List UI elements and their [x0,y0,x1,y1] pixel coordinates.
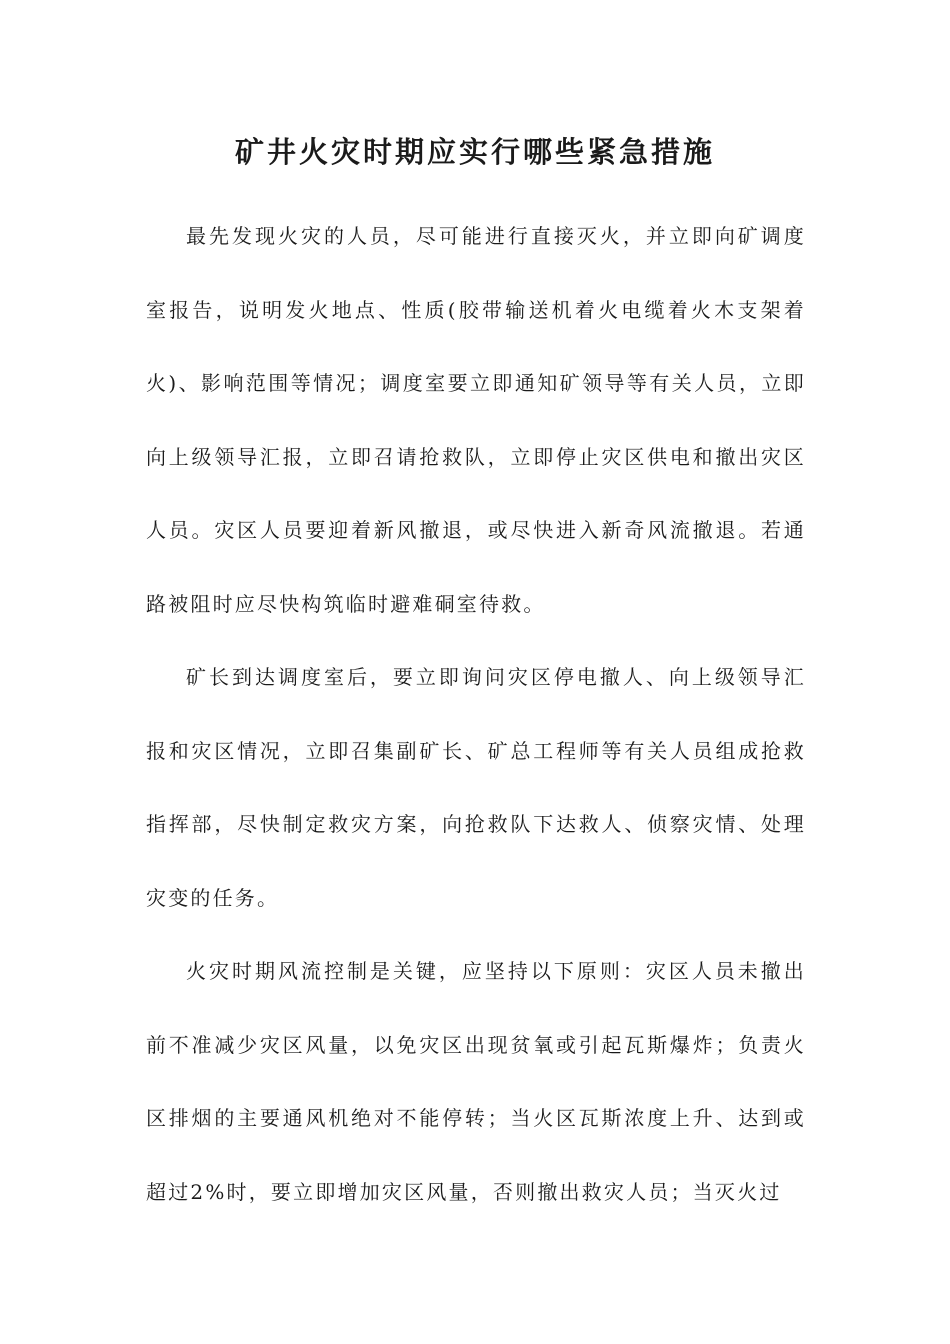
paragraph-fire-discovery: 最先发现火灾的人员，尽可能进行直接灭火，并立即向矿调度室报告，说明发火地点、性质(胶带输送机着火电缆着火木支架着火)、影响范围等情况；调度室要立即通知矿领导等有关人员，立即向上级领导汇报，立即召请抢救队，立即停止灾区供电和撤出灾区人员。灾区人员要迎着新风撤退，或尽快进入新奇风流撤退。若通路被阻时应尽快构筑临时避难硐室待救。 [146,224,806,616]
paragraph-mine-manager: 矿长到达调度室后，要立即询问灾区停电撤人、向上级领导汇报和灾区情况，立即召集副矿长、矿总工程师等有关人员组成抢救指挥部，尽快制定救灾方案，向抢救队下达救人、侦察灾情、处理灾变的任务。 [146,665,806,910]
document-title: 矿井火灾时期应实行哪些紧急措施 [234,135,715,169]
paragraph-airflow-control: 火灾时期风流控制是关键，应坚持以下原则：灾区人员未撤出前不准减少灾区风量，以免灾区出现贫氧或引起瓦斯爆炸；负责火区排烟的主要通风机绝对不能停转；当火区瓦斯浓度上升、达到或超过2%时，要立即增加灾区风量，否则撤出救灾人员；当灭火过 [146,959,806,1204]
document-body [146,200,806,1229]
